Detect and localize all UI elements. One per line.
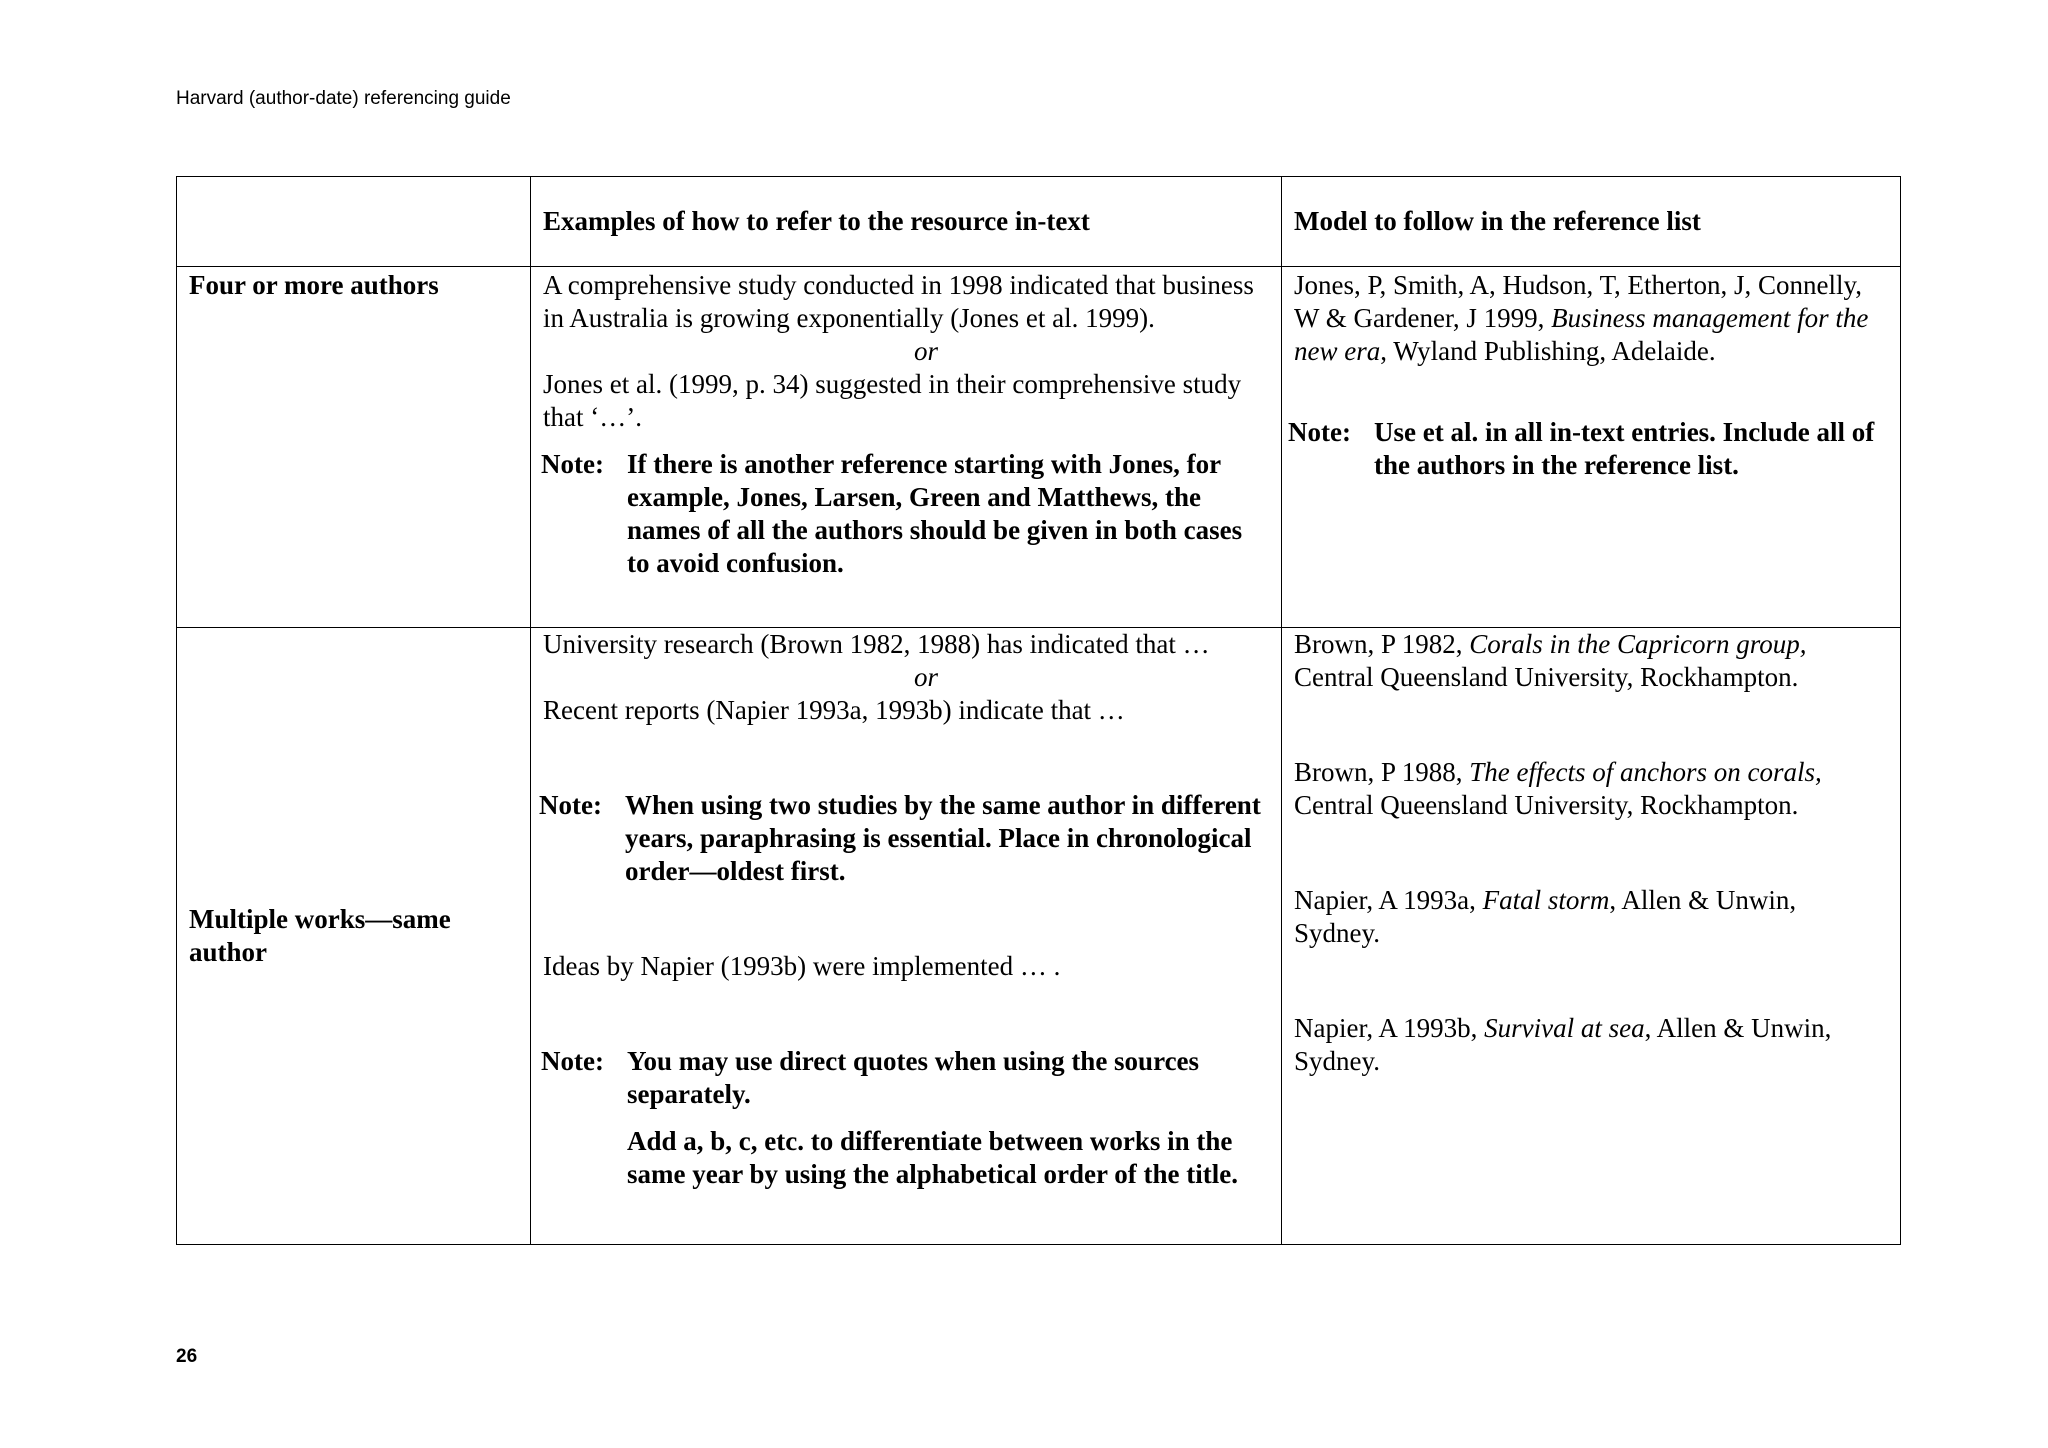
note-label: Note: [541,449,604,479]
note-text: If there is another reference starting with Jones, for example, Jones, Larsen, Green and Matthews, the names of all the authors should be given in both cases to avoid confusion. [627,449,1243,578]
row-label-four-authors: Four or more authors [189,270,439,300]
in-text-cell [531,628,1282,1245]
table-row-multiple-works [177,628,1901,1245]
in-text-example-2: Recent reports (Napier 1993a, 1993b) indicate that … [543,695,1125,725]
in-text-example-3: Ideas by Napier (1993b) were implemented … . [543,951,1061,981]
row-label-multiple-works: Multiple works—same author [189,904,451,967]
note-label: Note: [539,790,602,820]
note-text: When using two studies by the same author in different years, paraphrasing is essential. Place in chronological order—oldest first. [625,790,1261,886]
row-label-cell [177,628,531,1245]
reference-entry-brown-1982: Brown, P 1982, Corals in the Capricorn group, Central Queensland University, Rockhampton. [1294,629,1807,692]
note-block [541,1045,1269,1111]
or-separator: or [913,336,938,366]
in-text-example-2: Jones et al. (1999, p. 34) suggested in their comprehensive study that ‘…’. [543,369,1242,432]
note-label: Note: [541,1046,604,1076]
reference-entry-napier-1993a: Napier, A 1993a, Fatal storm, Allen & Unwin, Sydney. [1294,885,1797,948]
reference-entry-jones: Jones, P, Smith, A, Hudson, T, Etherton, J, Connelly, W & Gardener, J 1999, Business management for the new era, Wyland Publishing, Adelaide. [1294,270,1869,366]
referencing-table [176,176,1901,1245]
reference-entry-brown-1988: Brown, P 1988, The effects of anchors on corals, Central Queensland University, Rockhampton. [1294,757,1822,820]
note-text: You may use direct quotes when using the sources separately. [627,1046,1200,1109]
note-block [541,448,1269,580]
note-continuation: Add a, b, c, etc. to differentiate between works in the same year by using the alphabetical order of the title. [627,1126,1238,1189]
header-in-text-examples: Examples of how to refer to the resource in-text [531,177,1282,267]
in-text-cell [531,267,1282,628]
or-separator: or [913,662,938,692]
running-header: Harvard (author-date) referencing guide [176,88,511,109]
note-text: Use et al. in all in-text entries. Include all of the authors in the reference list. [1374,417,1875,480]
reference-entry-napier-1993b: Napier, A 1993b, Survival at sea, Allen & Unwin, Sydney. [1294,1013,1832,1076]
in-text-example-1: A comprehensive study conducted in 1998 indicated that business in Australia is growing exponentially (Jones et al. 1999). [543,270,1254,333]
page-number: 26 [176,1346,198,1367]
table-header-row [177,177,1901,267]
reference-note-block [1288,416,1888,482]
header-empty-cell [177,177,531,267]
row-label-cell [177,267,531,628]
header-reference-list-model: Model to follow in the reference list [1282,177,1901,267]
reference-list-cell [1282,267,1901,628]
table-row-four-authors [177,267,1901,628]
note-block [539,789,1269,888]
reference-list-cell [1282,628,1901,1245]
note-label: Note: [1288,417,1351,447]
in-text-example-1: University research (Brown 1982, 1988) has indicated that … [543,629,1210,659]
